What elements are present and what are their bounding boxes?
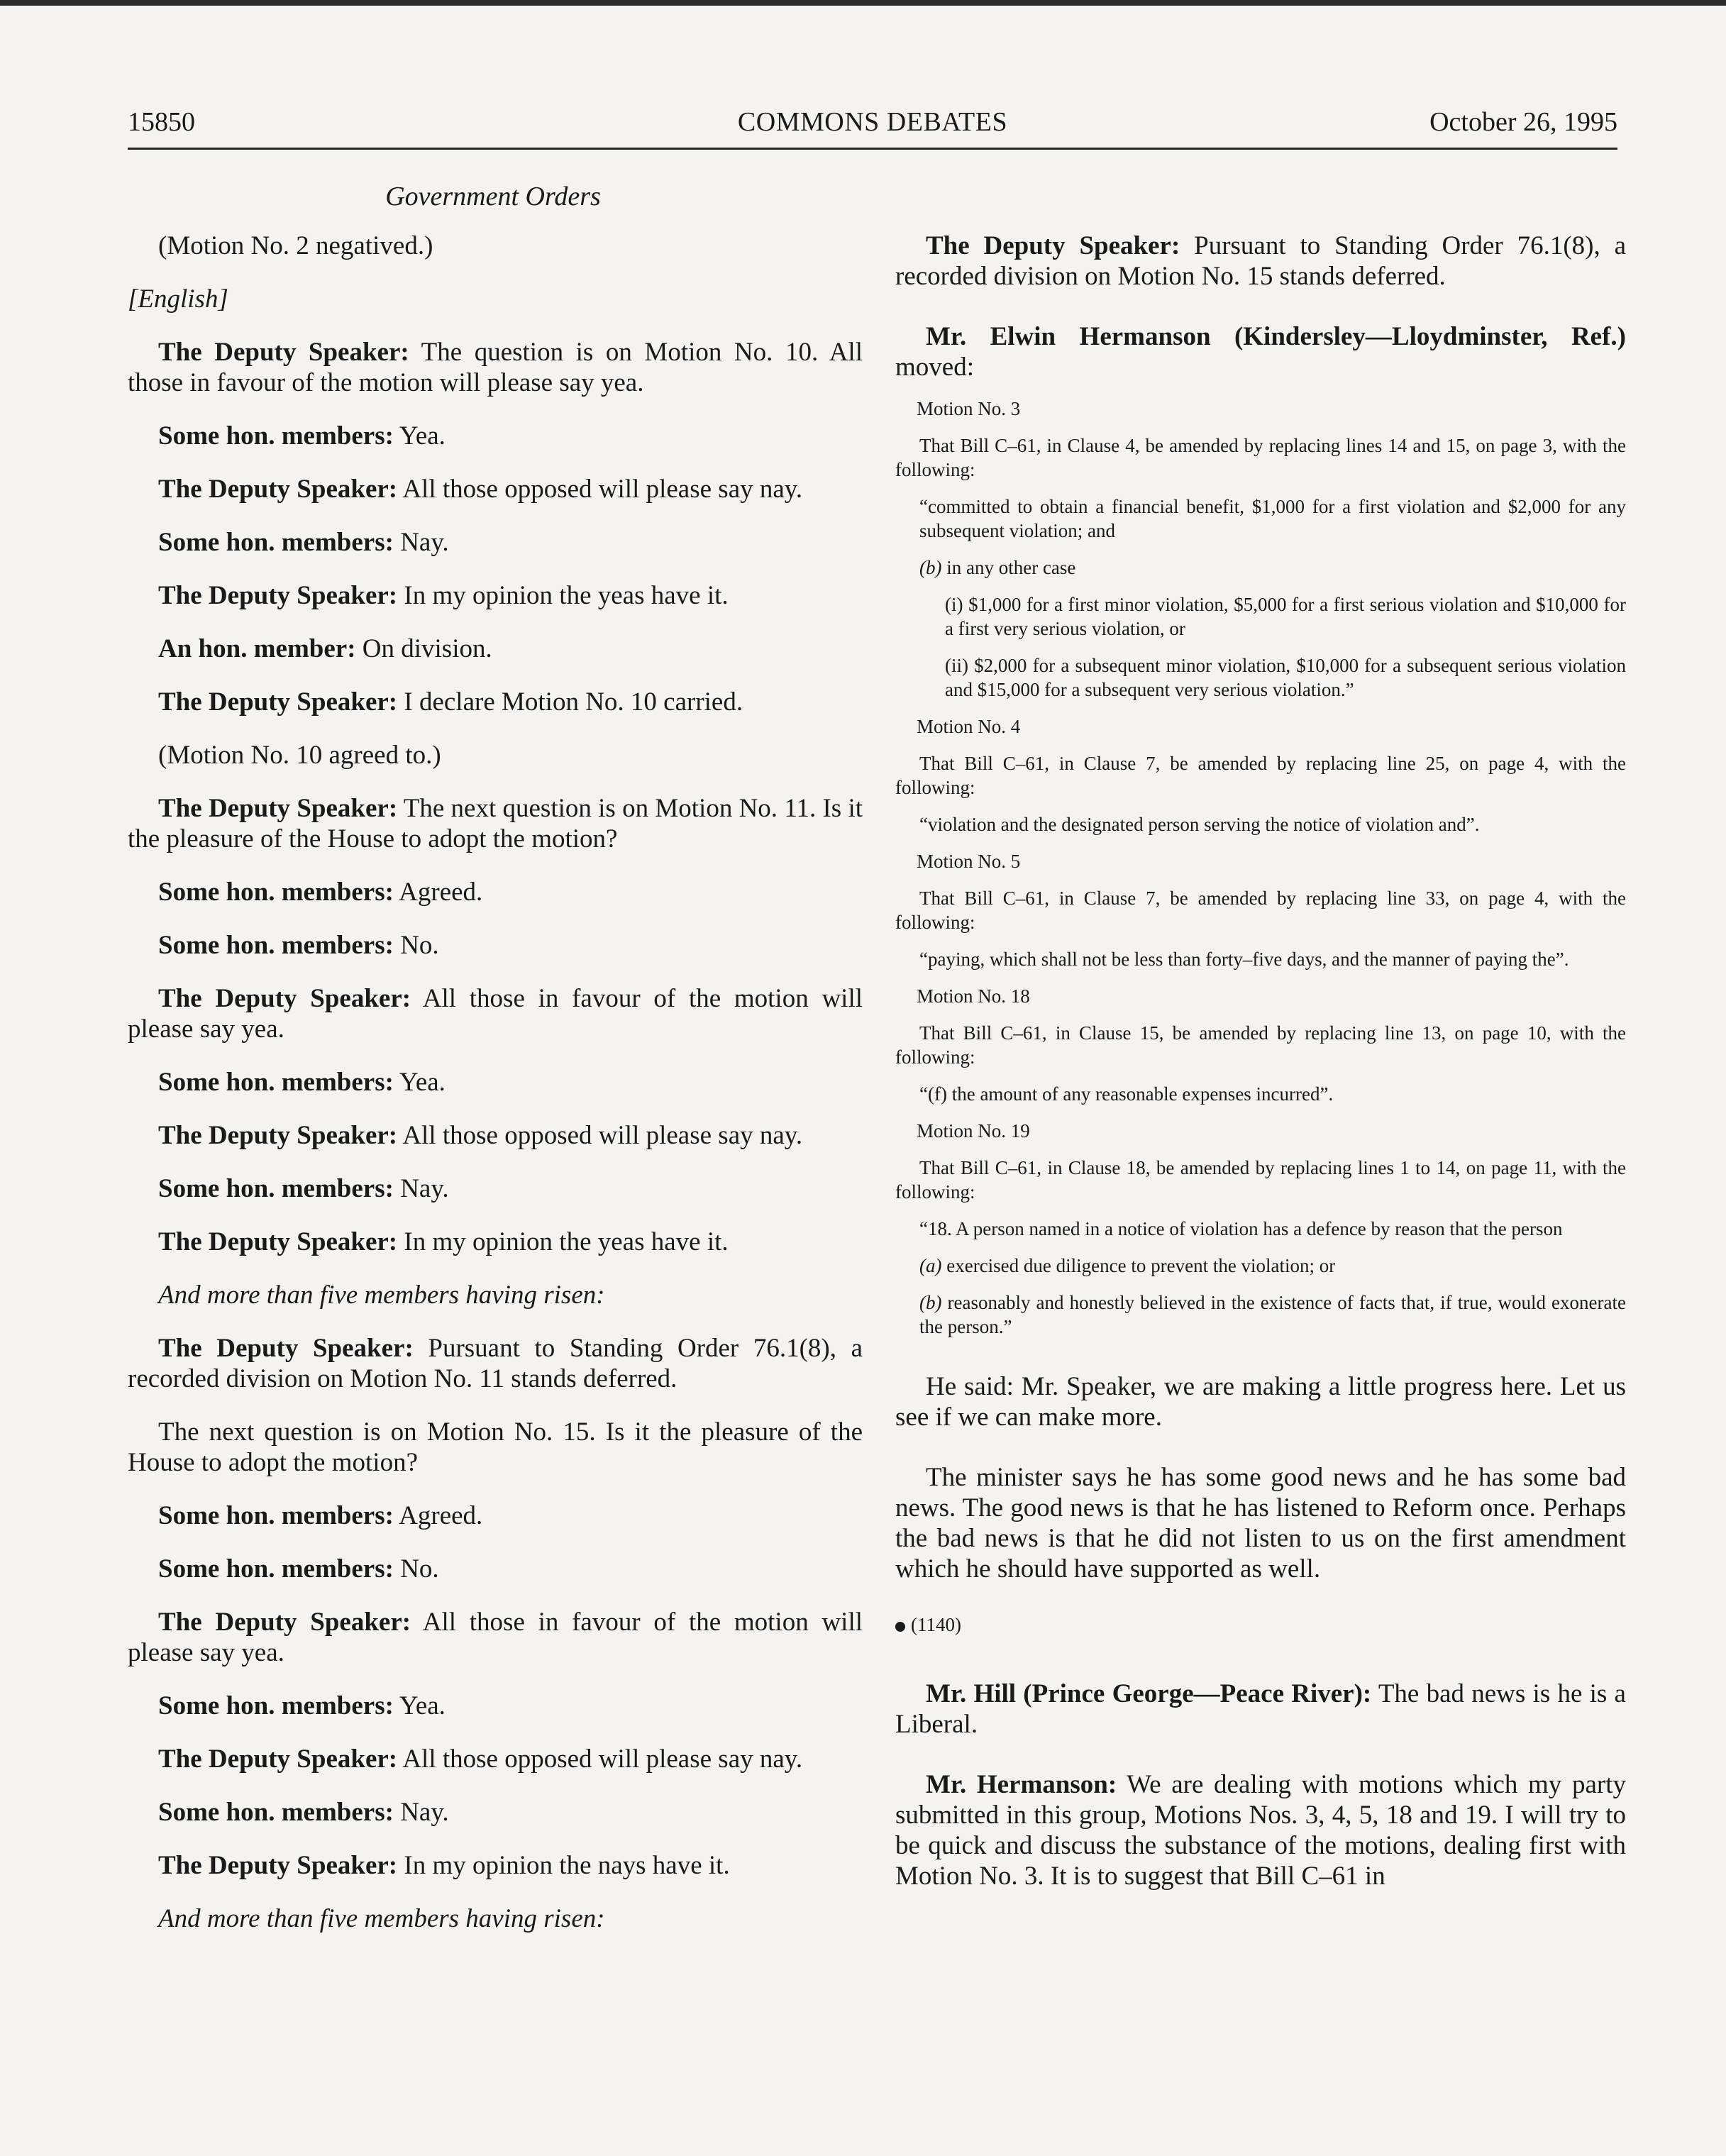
left-column [128,231,863,1957]
motions-block [895,397,1626,1339]
speaker-name: The Deputy Speaker: [158,1227,398,1256]
speech-text: I declare Motion No. 10 carried. [397,687,743,717]
speech-text: Yea. [393,1691,446,1720]
speech-text: moved: [895,353,974,382]
speaker-name: The Deputy Speaker: [158,1608,411,1637]
clause-text: in any other case [941,557,1076,578]
paragraph [128,1554,863,1584]
paragraph [128,1173,863,1204]
paragraph: (Motion No. 10 agreed to.) [158,741,441,770]
speech-text: All those opposed will please say nay. [397,475,803,504]
paragraph [128,421,863,451]
speaker-name: The Deputy Speaker: [158,581,398,610]
paragraph [128,983,863,1044]
paragraph [128,877,863,907]
motion-heading: Motion No. 3 [917,398,1021,419]
speech-text: In my opinion the yeas have it. [397,1227,729,1256]
page-header [128,106,1617,146]
speech-text: Nay. [393,1174,449,1203]
section-heading: Government Orders [385,182,601,211]
paragraph [128,1227,863,1257]
paragraph [128,474,863,504]
paragraph [128,1333,863,1394]
bullet-icon [895,1622,905,1632]
speech-text: On division. [355,634,492,663]
speaker-name: Some hon. members: [158,528,394,557]
paragraph: The minister says he has some good news and he has some bad news. The good news is that he has listened to Reform once. Perhaps the bad news is that he did not listen to us on the first amendment which he should have supported as well. [895,1463,1626,1583]
speech-text: In my opinion the yeas have it. [397,581,729,610]
speaker-name: Mr. Elwin Hermanson (Kindersley—Lloydminster, Ref.) [926,322,1626,351]
motion-subclause: (i) $1,000 for a first minor violation, $5,000 for a first serious violation and $10,000 for a first very serious violation, or [945,594,1626,639]
scan-top-band [0,0,1726,6]
speaker-name: Some hon. members: [158,931,394,960]
paragraph [128,527,863,558]
motion-heading: Motion No. 19 [917,1120,1030,1141]
speaker-name: Some hon. members: [158,1798,394,1827]
speech-text: Nay. [393,528,449,557]
paragraph [128,1797,863,1828]
paragraph [128,1850,863,1881]
clause-text: exercised due diligence to prevent the violation; or [941,1255,1336,1276]
speech-text: The question is on Motion No. 10. All those in favour of the motion will please say yea. [128,338,863,397]
speaker-name: The Deputy Speaker: [158,984,411,1013]
speaker-name: The Deputy Speaker: [158,1334,414,1363]
motion-heading: Motion No. 18 [917,985,1030,1007]
speaker-name: The Deputy Speaker: [158,1121,398,1150]
paragraph [128,337,863,398]
paragraph [128,1500,863,1531]
speech-text: No. [393,1554,439,1583]
speaker-name: Some hon. members: [158,878,394,907]
paragraph [895,231,1626,292]
speaker-name: An hon. member: [158,634,356,663]
speaker-name: Some hon. members: [158,1174,394,1203]
speech-text: Agreed. [393,878,483,907]
speech-text: Agreed. [393,1501,483,1530]
speech-text: In my opinion the nays have it. [397,1851,730,1880]
time-marker-text: (1140) [911,1614,961,1635]
speaker-name: Some hon. members: [158,1554,394,1583]
speaker-name: The Deputy Speaker: [158,794,398,823]
motion-quote: “18. A person named in a notice of violation has a defence by reason that the person [919,1218,1563,1239]
publication-title: COMMONS DEBATES [737,107,1008,137]
motion-quote: “committed to obtain a financial benefit, $1,000 for a first violation and $2,000 for any subsequent violation; and [919,496,1626,541]
speech-text: Nay. [393,1798,449,1827]
paragraph [895,1769,1626,1891]
paragraph [128,687,863,717]
paragraph [895,1679,1626,1740]
motion-subclause: (ii) $2,000 for a subsequent minor violation, $10,000 for a subsequent serious violation and $15,000 for a subsequent very serious violation.” [945,655,1626,700]
motion-quote: “paying, which shall not be less than forty–five days, and the manner of paying the”. [919,949,1569,970]
speech-text: All those in favour of the motion will please say yea. [128,984,863,1044]
clause-text: reasonably and honestly believed in the existence of facts that, if true, would exonerate the person.” [919,1292,1626,1337]
paragraph [128,634,863,664]
paragraph: The next question is on Motion No. 15. Is it the pleasure of the House to adopt the motion? [128,1417,863,1477]
motion-heading: Motion No. 4 [917,716,1021,737]
speech-text: The bad news is he is a Liberal. [895,1679,1626,1739]
speaker-name: The Deputy Speaker: [158,475,398,504]
paragraph [128,1607,863,1668]
paragraph [128,1067,863,1098]
speech-text: Pursuant to Standing Order 76.1(8), a recorded division on Motion No. 15 stands deferred. [895,231,1626,291]
speech-text: All those opposed will please say nay. [397,1121,803,1150]
speaker-name: The Deputy Speaker: [926,231,1180,260]
speaker-name: Some hon. members: [158,1068,394,1097]
speaker-name: The Deputy Speaker: [158,338,409,367]
speaker-name: Some hon. members: [158,1501,394,1530]
paragraph [895,321,1626,382]
speech-text: No. [393,931,439,960]
speech-text: All those in favour of the motion will please say yea. [128,1608,863,1667]
paragraph: He said: Mr. Speaker, we are making a little progress here. Let us see if we can make more. [895,1372,1626,1432]
clause-label: (b) [919,1292,942,1313]
speaker-name: Some hon. members: [158,421,394,450]
speech-text: Yea. [393,1068,446,1097]
paragraph [128,793,863,854]
speaker-name: Some hon. members: [158,1691,394,1720]
motion-text: That Bill C–61, in Clause 7, be amended by replacing line 33, on page 4, with the following: [895,888,1626,933]
language-marker: [English] [128,284,228,314]
paragraph [128,930,863,961]
motion-quote [919,555,1626,580]
procedural-note: And more than five members having risen: [158,1904,605,1933]
procedural-note: And more than five members having risen: [158,1281,605,1310]
motion-text: That Bill C–61, in Clause 18, be amended by replacing lines 1 to 14, on page 11, with the following: [895,1157,1626,1203]
right-column [895,231,1626,1921]
speaker-name: Mr. Hill (Prince George—Peace River): [926,1679,1372,1708]
motion-quote [919,1290,1626,1339]
speaker-name: Mr. Hermanson: [926,1770,1117,1799]
motion-text: That Bill C–61, in Clause 15, be amended by replacing line 13, on page 10, with the following: [895,1022,1626,1068]
paragraph: (Motion No. 2 negatived.) [158,231,433,260]
speaker-name: The Deputy Speaker: [158,687,398,717]
speech-text: The next question is on Motion No. 11. Is it the pleasure of the House to adopt the motion? [128,794,863,853]
motion-heading: Motion No. 5 [917,851,1021,872]
speech-text: All those opposed will please say nay. [397,1745,803,1774]
publication-date: October 26, 1995 [1429,107,1617,137]
paragraph [128,580,863,611]
speech-text: We are dealing with motions which my party submitted in this group, Motions Nos. 3, 4, 5, 18 and 19. I will try to be quick and discuss the substance of the motions, dealing first with Motion No. 3. It is to suggest that Bill C–61 in [895,1770,1626,1891]
paragraph [128,1691,863,1721]
motion-text: That Bill C–61, in Clause 7, be amended by replacing line 25, on page 4, with the following: [895,753,1626,798]
speaker-name: The Deputy Speaker: [158,1745,398,1774]
motion-quote: “violation and the designated person serving the notice of violation and”. [919,814,1480,835]
header-rule [128,148,1617,150]
speech-text: Pursuant to Standing Order 76.1(8), a recorded division on Motion No. 11 stands deferred. [128,1334,863,1393]
speech-text: Yea. [393,421,446,450]
paragraph [128,1744,863,1774]
clause-label: (b) [919,557,942,578]
motion-quote: “(f) the amount of any reasonable expenses incurred”. [919,1083,1334,1105]
motion-text: That Bill C–61, in Clause 4, be amended by replacing lines 14 and 15, on page 3, with the following: [895,435,1626,480]
speaker-name: The Deputy Speaker: [158,1851,398,1880]
clause-label: (a) [919,1255,942,1276]
motion-quote [919,1254,1626,1278]
time-marker [895,1614,1626,1636]
paragraph [128,1120,863,1151]
page-number: 15850 [128,107,195,137]
